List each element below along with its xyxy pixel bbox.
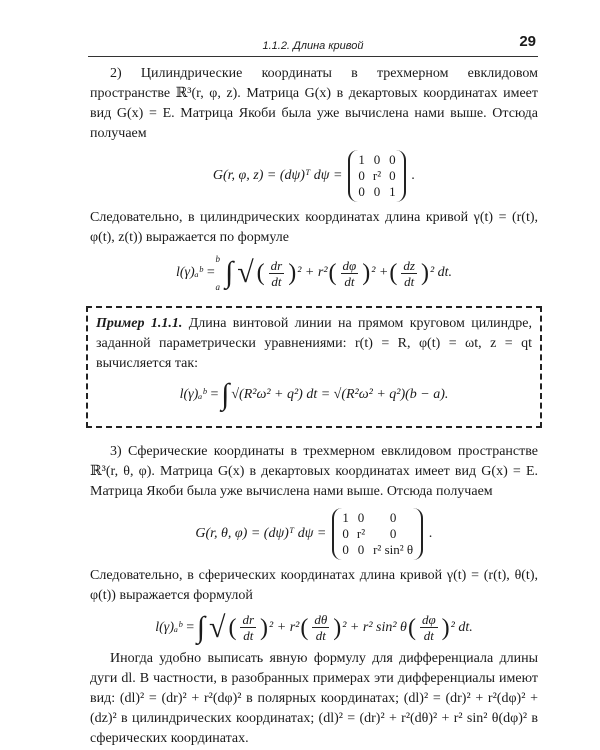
frac-num: dr	[270, 257, 283, 273]
matrix-cell: 0	[358, 168, 365, 183]
paragraph-cylindrical-intro: 2) Цилиндрические координаты в трехмерном евклидовом пространстве ℝ³(r, φ, z). Матрица G(x) в декартовых координатах имеет вид G(x) = E. Матрица Якоби была уже вычислена нами выше. Отсюда получаем	[90, 66, 538, 141]
integral-sign: ∫	[224, 256, 234, 289]
fraction-dphi-dt	[341, 258, 359, 289]
fraction-dr-dt	[240, 612, 256, 643]
sqrt-sign: √	[209, 610, 226, 644]
matrix-cell: 0	[373, 184, 381, 199]
formula-term: ² + r²	[297, 265, 328, 280]
formula-end: .	[411, 168, 416, 183]
matrix-cell: 0	[357, 510, 365, 525]
page-number: 29	[519, 33, 536, 50]
lower-limit: a	[215, 282, 220, 292]
metric-matrix-spherical	[332, 508, 423, 560]
formula-lhs: l(γ)ₐᵇ =	[155, 619, 195, 635]
formula-lhs: l(γ)ₐᵇ =	[175, 265, 216, 280]
paragraph-cylindrical-length: Следовательно, в цилиндрических координатах длина кривой γ(t) = (r(t), φ(t), z(t)) выражается по формуле	[90, 210, 538, 245]
matrix-cell: 0	[389, 152, 396, 167]
paren-close: )	[333, 614, 342, 641]
matrix-cell: 0	[357, 542, 365, 557]
matrix-cell: 0	[358, 184, 365, 199]
formula-term: ² + r² sin² θ	[342, 619, 407, 635]
upper-limit: b	[215, 254, 220, 264]
formula-lhs: l(γ)ₐᵇ =	[179, 387, 220, 402]
page-body	[90, 64, 538, 749]
paragraph-spherical-length: Следовательно, в сферических координатах длина кривой γ(t) = (r(t), θ(t), φ(t)) выражается формулой	[90, 568, 538, 603]
example-title: Пример 1.1.1.	[96, 316, 183, 331]
integral-limits	[215, 254, 220, 292]
frac-num: dz	[403, 257, 415, 273]
paren-open: (	[328, 260, 337, 286]
metric-matrix-cylindrical	[348, 150, 405, 202]
frac-den: dt	[344, 273, 355, 289]
matrix-cell: r²	[372, 168, 382, 183]
formula-cylindrical-length	[90, 254, 538, 292]
sqrt-sign: √	[237, 256, 254, 289]
paren-open: (	[228, 614, 237, 641]
matrix-cell: 0	[342, 542, 349, 557]
example-box	[86, 306, 542, 428]
matrix-cell: 1	[389, 184, 396, 199]
paren-open: (	[389, 260, 398, 286]
fraction-dtheta-dt	[312, 612, 329, 643]
section-title: 1.1.2. Длина кривой	[262, 40, 364, 52]
frac-den: dt	[423, 628, 434, 643]
integral-sign: ∫	[196, 610, 206, 644]
formula-lhs: G(r, φ, z) = (dψ)ᵀ dψ =	[212, 168, 343, 183]
paren-close: )	[362, 260, 371, 286]
frac-num: dr	[242, 612, 255, 627]
frac-num: dθ	[314, 612, 328, 627]
frac-num: dφ	[421, 612, 436, 627]
formula-spherical-length	[90, 612, 538, 643]
formula-helix-length	[96, 380, 532, 410]
paren-close: )	[260, 614, 269, 641]
paragraph-differentials: Иногда удобно выписать явную формулу для дифференциала длины дуги dl. В частности, в разобранных примерах эти дифференциалы имеют вид: (dl)² = (dr)² + r²(dφ)² в полярных координатах; (dl)² = (dr)² + r²(dφ)² + (dz)² в цилиндрических координатах; (dl)² = (dr)² + r²(dθ)² + r² sin² θ(dφ)² в сферических координатах.	[90, 651, 538, 746]
matrix-cell: r²	[356, 526, 366, 541]
matrix-cell: 0	[342, 526, 349, 541]
running-head	[88, 33, 538, 57]
formula-term: ² + r²	[269, 619, 300, 635]
formula-cylindrical-metric	[90, 150, 538, 202]
formula-lhs: G(r, θ, φ) = (dψ)ᵀ dψ =	[195, 526, 327, 541]
integral-sign: ∫	[221, 378, 230, 411]
frac-den: dt	[404, 273, 415, 289]
example-text: Длина винтовой линии на прямом круговом цилиндре, заданной параметрически уравнениями: r(t) = R, φ(t) = ωt, z = qt вычисляется так:	[96, 316, 532, 371]
frac-num: dφ	[342, 257, 357, 273]
paren-close: )	[420, 260, 429, 286]
matrix-cell: 1	[342, 510, 349, 525]
matrix-cell: 0	[389, 168, 396, 183]
fraction-dphi-dt	[420, 612, 438, 643]
formula-end: .	[429, 526, 433, 541]
matrix-cell: r² sin² θ	[373, 542, 414, 557]
frac-den: dt	[315, 628, 326, 643]
paren-close: )	[288, 260, 297, 286]
formula-rhs: √(R²ω² + q²) dt = √(R²ω² + q²)(b − a).	[231, 387, 449, 402]
matrix-cell: 0	[389, 526, 397, 541]
matrix-cell: 0	[389, 510, 397, 525]
fraction-dz-dt	[401, 258, 417, 289]
paren-open: (	[300, 614, 309, 641]
matrix-cell: 0	[373, 152, 381, 167]
fraction-dr-dt	[269, 258, 285, 289]
paragraph-spherical-intro: 3) Сферические координаты в трехмерном евклидовом пространстве ℝ³(r, θ, φ). Матрица G(x) в декартовых координатах имеет вид G(x) = E. Матрица Якоби была уже вычислена нами выше. Отсюда получаем	[90, 444, 538, 499]
paren-close: )	[441, 614, 450, 641]
formula-term: ² +	[371, 265, 389, 280]
paren-open: (	[407, 614, 416, 641]
formula-end: ² dt.	[429, 265, 453, 280]
frac-den: dt	[243, 628, 254, 643]
formula-end: ² dt.	[450, 619, 473, 635]
frac-den: dt	[271, 273, 282, 289]
formula-spherical-metric	[90, 508, 538, 560]
matrix-cell: 1	[358, 152, 365, 167]
paren-open: (	[256, 260, 265, 286]
